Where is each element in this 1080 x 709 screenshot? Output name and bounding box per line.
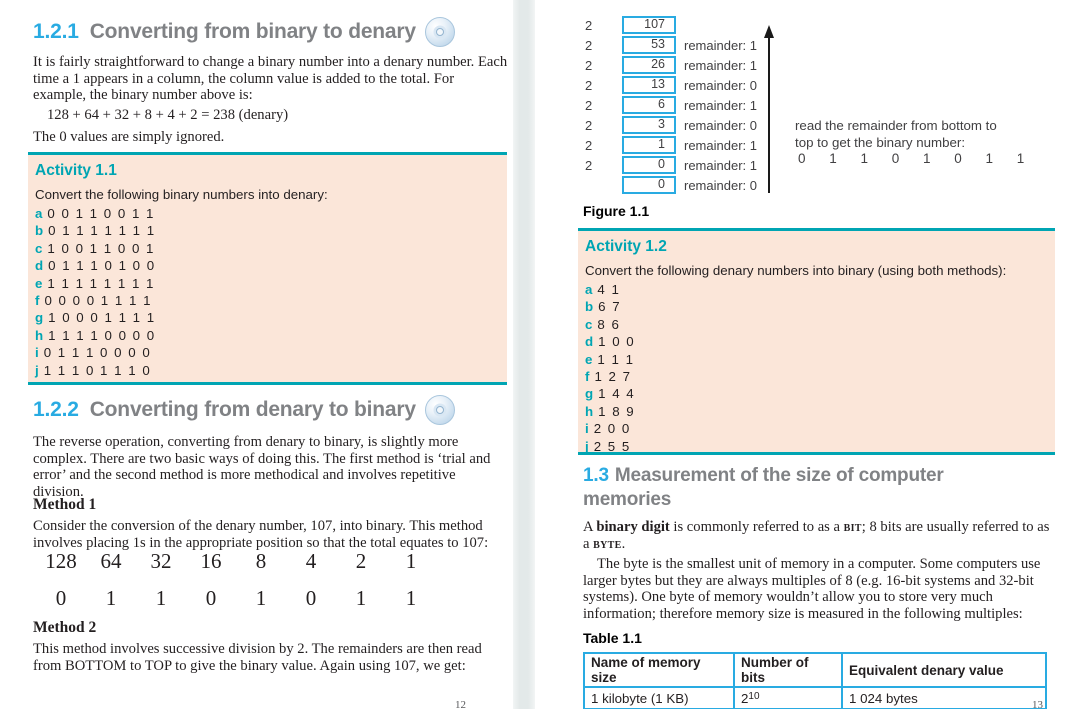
item-value: 8 6 bbox=[597, 316, 621, 332]
cd-icon bbox=[425, 17, 455, 47]
binary-digit: 1 bbox=[255, 586, 267, 610]
item-value: 1 1 1 1 1 1 1 1 bbox=[47, 275, 155, 291]
item-letter: i bbox=[35, 345, 39, 361]
cd-icon bbox=[425, 395, 455, 425]
activity-item bbox=[35, 257, 497, 274]
up-arrow-icon bbox=[768, 33, 770, 193]
quotient-box: 0 bbox=[622, 176, 676, 194]
item-letter: b bbox=[585, 299, 594, 315]
memory-size-table bbox=[583, 652, 1047, 709]
item-value: 1 1 1 0 1 1 1 0 bbox=[43, 362, 152, 378]
activity-item bbox=[35, 275, 497, 292]
activity-item bbox=[35, 205, 497, 222]
table-row bbox=[584, 687, 1046, 709]
divisor-label: 2 bbox=[585, 77, 593, 93]
activity-item bbox=[35, 362, 497, 379]
divisor-label: 2 bbox=[585, 97, 593, 113]
quotient-box: 3 bbox=[622, 116, 676, 134]
activity-intro: Convert the following binary numbers into denary: bbox=[35, 187, 328, 202]
quotient-box: 1 bbox=[622, 136, 676, 154]
item-value: 1 1 1 bbox=[597, 351, 635, 367]
denary-value-cell: 1 024 bytes bbox=[842, 687, 1046, 709]
activity-item-list bbox=[585, 281, 1045, 455]
item-letter: d bbox=[35, 258, 44, 274]
byte-term: byte bbox=[593, 535, 622, 552]
bit-term: bit bbox=[843, 519, 862, 535]
byte-paragraph: The byte is the smallest unit of memory in a computer. Some computers use larger bytes but they are always multiples of 8 (e.g. 16-bit systems and 32-bit systems). One byte of memory wouldn’t allow you to store very much information; therefore memory size is measured in the following multiples: bbox=[583, 556, 1041, 622]
division-ladder bbox=[535, 15, 1055, 195]
page-gutter bbox=[513, 0, 535, 709]
division-row bbox=[535, 95, 1055, 115]
cd-hole bbox=[436, 406, 444, 414]
remainder-label: remainder: 0 bbox=[684, 117, 757, 133]
place-value: 32 bbox=[150, 549, 172, 573]
binary-digit: 1 bbox=[355, 586, 367, 610]
section-title: Converting from denary to binary bbox=[89, 398, 416, 421]
quotient-box: 13 bbox=[622, 76, 676, 94]
item-letter: a bbox=[35, 206, 43, 221]
place-value: 64 bbox=[100, 549, 122, 573]
activity-title: Activity 1.1 bbox=[35, 162, 117, 179]
item-value: 1 8 9 bbox=[598, 403, 636, 419]
item-letter: i bbox=[585, 421, 589, 437]
remainder-label: remainder: 1 bbox=[684, 37, 757, 53]
figure-binary-result: 0 1 1 0 1 0 1 1 bbox=[798, 151, 1035, 166]
activity-item bbox=[35, 240, 497, 257]
activity-item bbox=[585, 368, 1045, 385]
activity-item bbox=[585, 403, 1045, 420]
method2-heading: Method 2 bbox=[33, 619, 97, 636]
column-header: Name of memory size bbox=[584, 653, 734, 687]
remainder-label: remainder: 1 bbox=[684, 137, 757, 153]
item-value: 0 0 1 1 0 0 1 1 bbox=[47, 206, 155, 221]
activity-1-2-box bbox=[578, 228, 1055, 455]
remainder-label: remainder: 1 bbox=[684, 57, 757, 73]
item-letter: j bbox=[35, 362, 39, 378]
cd-hole bbox=[436, 28, 444, 36]
activity-item bbox=[35, 309, 497, 326]
division-row bbox=[535, 15, 1055, 35]
place-value: 16 bbox=[200, 549, 222, 573]
divisor-label: 2 bbox=[585, 117, 593, 133]
binary-digit: 0 bbox=[205, 586, 217, 610]
remainder-label: remainder: 1 bbox=[684, 97, 757, 113]
method1-paragraph: Consider the conversion of the denary number, 107, into binary. This method involves placing 1s in the appropriate position so that the total equates to 107: bbox=[33, 518, 489, 551]
remainder-label: remainder: 0 bbox=[684, 177, 757, 193]
item-letter: h bbox=[35, 327, 44, 343]
binary-digit: 1 bbox=[105, 586, 117, 610]
denary-equation: 128 + 64 + 32 + 8 + 4 + 2 = 238 (denary) bbox=[47, 107, 289, 123]
activity-item bbox=[585, 298, 1045, 315]
text-segment: is commonly referred to as a bbox=[669, 519, 844, 535]
place-value: 4 bbox=[305, 549, 317, 573]
item-value: 1 0 0 0 1 1 1 1 bbox=[48, 310, 156, 326]
activity-1-1-box bbox=[28, 152, 507, 385]
quotient-box: 26 bbox=[622, 56, 676, 74]
division-row bbox=[535, 75, 1055, 95]
section-title: Converting from binary to denary bbox=[89, 20, 416, 43]
page-number: 12 bbox=[455, 699, 466, 709]
item-value: 1 0 0 1 1 0 0 1 bbox=[47, 240, 155, 256]
activity-intro: Convert the following denary numbers into binary (using both methods): bbox=[585, 263, 1007, 278]
divisor-label: 2 bbox=[585, 57, 593, 73]
quotient-box: 6 bbox=[622, 96, 676, 114]
binary-digit: 1 bbox=[405, 586, 417, 610]
item-value: 6 7 bbox=[598, 299, 622, 315]
section-number: 1.2.1 bbox=[33, 20, 79, 43]
divisor-label: 2 bbox=[585, 137, 593, 153]
binary-digit: 0 bbox=[305, 586, 317, 610]
place-value: 8 bbox=[255, 549, 267, 573]
binary-digit: 1 bbox=[155, 586, 167, 610]
activity-item bbox=[585, 420, 1045, 437]
zero-note: The 0 values are simply ignored. bbox=[33, 129, 225, 145]
divisor-label: 2 bbox=[585, 17, 593, 33]
item-letter: d bbox=[585, 334, 594, 350]
remainder-label: remainder: 0 bbox=[684, 77, 757, 93]
item-value: 2 0 0 bbox=[593, 421, 631, 437]
item-letter: e bbox=[585, 351, 593, 367]
item-letter: h bbox=[585, 403, 594, 419]
figure-note-line1: read the remainder from bottom to bbox=[795, 118, 997, 133]
binary-digit-term: binary digit bbox=[596, 519, 670, 535]
place-value: 128 bbox=[45, 549, 77, 573]
activity-item bbox=[585, 351, 1045, 368]
place-value: 1 bbox=[405, 549, 417, 573]
item-letter: j bbox=[585, 438, 589, 454]
item-letter: f bbox=[35, 293, 40, 309]
item-letter: a bbox=[585, 282, 593, 297]
activity-item bbox=[585, 438, 1045, 455]
intro-paragraph: It is fairly straightforward to change a binary number into a denary number. Each time a 1 appears in a column, the column value is added to the total. For example, the binary number above is: bbox=[33, 54, 508, 103]
bits-base: 2 bbox=[741, 690, 749, 706]
page-number: 13 bbox=[1032, 699, 1043, 709]
bits-exponent: 10 bbox=[748, 690, 760, 702]
activity-item bbox=[585, 316, 1045, 333]
section-number: 1.2.2 bbox=[33, 398, 79, 421]
table-header-row bbox=[584, 653, 1046, 687]
quotient-box: 53 bbox=[622, 36, 676, 54]
divisor-label: 2 bbox=[585, 37, 593, 53]
remainder-label: remainder: 1 bbox=[684, 157, 757, 173]
place-value: 2 bbox=[355, 549, 367, 573]
item-value: 0 1 1 1 0 0 0 0 bbox=[43, 345, 152, 361]
item-letter: g bbox=[585, 386, 594, 402]
section-heading-13 bbox=[583, 464, 1003, 512]
text-segment: A bbox=[583, 519, 597, 535]
activity-item bbox=[35, 222, 497, 239]
text-segment: . bbox=[621, 535, 626, 552]
item-letter: e bbox=[35, 275, 43, 291]
item-value: 4 1 bbox=[597, 282, 621, 297]
binary-digit-row bbox=[36, 586, 436, 611]
section-title: Measurement of the size of computer memories bbox=[583, 465, 944, 510]
item-letter: f bbox=[585, 369, 590, 385]
figure-caption: Figure 1.1 bbox=[583, 203, 650, 219]
activity-title: Activity 1.2 bbox=[585, 238, 667, 255]
figure-note bbox=[795, 118, 1040, 151]
item-letter: c bbox=[585, 316, 593, 332]
right-page bbox=[535, 0, 1080, 709]
section-heading-122 bbox=[33, 395, 455, 425]
column-header: Number of bits bbox=[734, 653, 842, 687]
item-letter: g bbox=[35, 310, 44, 326]
item-value: 2 5 5 bbox=[593, 438, 631, 454]
activity-item bbox=[35, 292, 497, 309]
section-heading-121 bbox=[33, 17, 455, 47]
item-value: 0 0 0 0 1 1 1 1 bbox=[44, 293, 152, 309]
item-value: 1 4 4 bbox=[598, 386, 636, 402]
item-value: 0 1 1 1 1 1 1 1 bbox=[48, 223, 156, 239]
item-value: 1 2 7 bbox=[594, 369, 632, 385]
division-row bbox=[535, 55, 1055, 75]
quotient-box: 107 bbox=[622, 16, 676, 34]
division-row bbox=[535, 35, 1055, 55]
activity-item bbox=[585, 385, 1045, 402]
memory-name-cell: 1 kilobyte (1 KB) bbox=[584, 687, 734, 709]
column-header: Equivalent denary value bbox=[842, 653, 1046, 687]
item-letter: b bbox=[35, 223, 44, 239]
item-value: 1 0 0 bbox=[598, 334, 636, 350]
bit-byte-paragraph bbox=[583, 519, 1053, 552]
activity-item-list bbox=[35, 205, 497, 379]
figure-1-1 bbox=[535, 15, 1055, 195]
item-value: 1 1 1 1 0 0 0 0 bbox=[48, 327, 156, 343]
activity-item bbox=[35, 344, 497, 361]
activity-item bbox=[585, 281, 1045, 298]
figure-note-line2: top to get the binary number: bbox=[795, 134, 966, 150]
division-row bbox=[535, 175, 1055, 195]
bits-cell bbox=[734, 687, 842, 709]
text-segment: ; 8 bits are usually referred to as a bbox=[583, 519, 1050, 552]
method1-heading: Method 1 bbox=[33, 496, 97, 513]
place-value-row bbox=[36, 549, 436, 574]
reverse-paragraph: The reverse operation, converting from denary to binary, is slightly more complex. There are two basic ways of doing this. The first method is ‘trial and error’ and the second method is more methodical and involves repetitive division. bbox=[33, 434, 491, 500]
quotient-box: 0 bbox=[622, 156, 676, 174]
section-number: 1.3 bbox=[583, 465, 609, 486]
left-page bbox=[0, 0, 513, 709]
method2-paragraph: This method involves successive division by 2. The remainders are then read from BOTTOM to TOP to give the binary value. Again using 107, we get: bbox=[33, 641, 482, 674]
binary-digit: 0 bbox=[55, 586, 67, 610]
item-value: 0 1 1 1 0 1 0 0 bbox=[48, 258, 156, 274]
activity-item bbox=[35, 327, 497, 344]
item-letter: c bbox=[35, 240, 43, 256]
table-caption: Table 1.1 bbox=[583, 630, 642, 646]
divisor-label: 2 bbox=[585, 157, 593, 173]
activity-item bbox=[585, 333, 1045, 350]
